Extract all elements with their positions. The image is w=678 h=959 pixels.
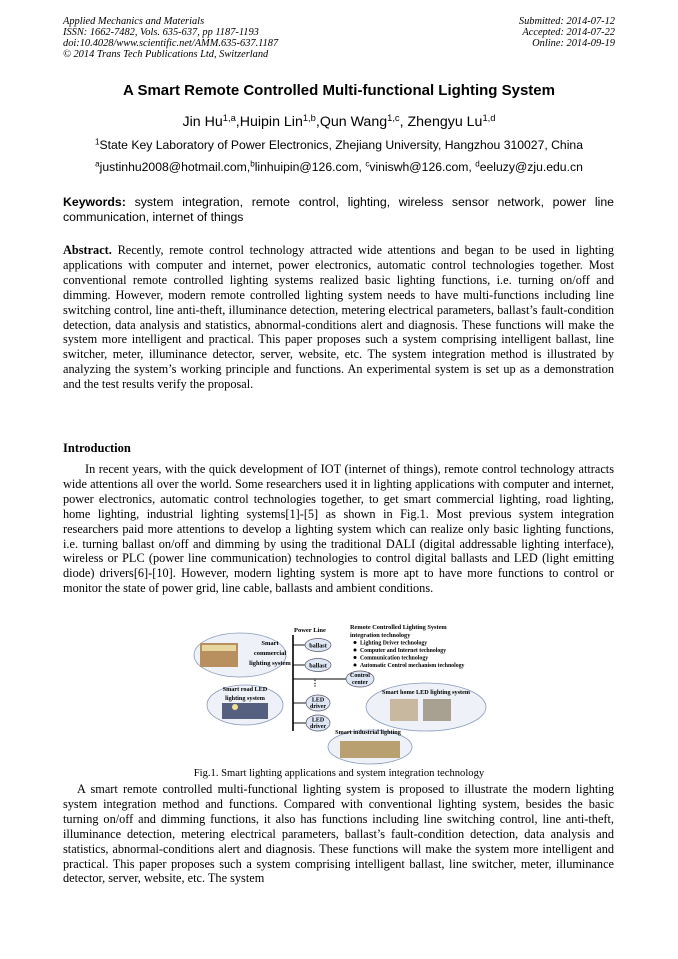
- intro-paragraph-1: In recent years, with the quick development of IOT (internet of things), remote control technology attracts wide attentions all over the world. Some researchers used it in lighting applications with computer and internet, power electronics, automatic control technologies together, to get smart commercial lighting, road lighting, home lighting, industrial lighting systems[1]-[5] as shown in Fig.1. Most previous system integration researchers paid more attentions to develop a lighting system which can realize only basic lighting functions, i.e. turning ballast on/off and dimming by using the traditional DALI (digital addressable lighting interface), wireless or PLC (power line communication) technologies to control digital ballasts and LED (light emitting diode) drivers[6]-[10]. However, modern lighting system is more apt to have more functions to control or monitor the state of power grid, line cable, ballasts and ambient conditions.: [63, 462, 614, 596]
- industrial-label: Smart industrial lighting: [335, 729, 401, 736]
- tech-item: Lighting Driver technology: [360, 640, 428, 647]
- svg-text:Control: Control: [350, 673, 370, 679]
- home-lighting-photo: [390, 699, 418, 721]
- road-label-1: Smart road LED: [222, 686, 268, 693]
- journal-name: Applied Mechanics and Materials: [63, 16, 205, 27]
- intro-paragraph-2: A smart remote controlled multi-functional lighting system is proposed to illustrate the modern lighting system integration method and functions. Compared with conventional lighting system, besides the basic turning on/off and dimming functions, it also has functions including line switching control, line anti-theft, illuminance detection, metering electrical parameters, ballast’s fault-condition detection, data analysis and statistics, abnormal-conditions alert and diagnosis. These functions will make the system more intelligent and practical. This paper proposes such a system comprising intelligent ballast, line switcher, meter, illuminance detector, server, website, etc. The system: [63, 782, 614, 886]
- author-name: Zhengyu Lu: [407, 114, 483, 130]
- svg-text:driver: driver: [310, 724, 326, 730]
- dates-header: [519, 16, 615, 49]
- svg-text:ballast: ballast: [309, 642, 327, 650]
- author-superscript: 1,d: [482, 112, 496, 123]
- section-heading: Introduction: [63, 441, 131, 455]
- tech-item: Computer and Internet technology: [360, 648, 447, 654]
- industrial-lighting-photo: [340, 741, 400, 758]
- commercial-label-1: Smart: [261, 640, 279, 647]
- email-link[interactable]: justinhu2008@hotmail.com,: [99, 160, 251, 174]
- copyright: © 2014 Trans Tech Publications Ltd, Switzerland: [63, 49, 269, 60]
- author-name: Jin Hu: [182, 114, 223, 130]
- tech-item: Automatic Control mechanism technology: [360, 663, 465, 669]
- figure-1: [190, 623, 496, 765]
- road-lighting-photo: [222, 703, 268, 719]
- home-label: Smart home LED lighting system: [382, 689, 470, 696]
- tech-item: Communication technology: [360, 655, 429, 662]
- journal-header: [63, 16, 278, 60]
- author-name: Huipin Lin: [239, 114, 303, 130]
- author-superscript: 1,a: [222, 112, 236, 123]
- commercial-label-3: lighting system: [249, 660, 291, 667]
- keywords-text: system integration, remote control, lighting, wireless sensor network, power line communication, internet of things: [63, 195, 614, 224]
- power-line-label: Power Line: [294, 627, 326, 634]
- online-date: Online: 2014-09-19: [532, 38, 615, 49]
- author-name: Qun Wang: [319, 114, 388, 130]
- email-link[interactable]: viniswh@126.com,: [369, 160, 476, 174]
- submitted-date: Submitted: 2014-07-12: [518, 16, 615, 27]
- tech-title-2: integration technology: [350, 632, 411, 639]
- author-list: Jin Hu$^{1,a}$,Huipin Lin$^{1,b}$,Qun Wang$^{1,c}$, Zhengyu Lu$^{1,d}$: [182, 112, 496, 130]
- figure-caption: Fig.1. Smart lighting applications and system integration technology: [193, 768, 485, 779]
- doi: doi:10.4028/www.scientific.net/AMM.635-637.1187: [63, 38, 279, 49]
- svg-text:LED: LED: [311, 697, 325, 704]
- svg-text:driver: driver: [310, 704, 326, 710]
- abstract: [63, 243, 614, 392]
- road-label-2: lighting system: [225, 695, 265, 702]
- keywords: [63, 195, 614, 225]
- ellipsis: ⋮: [311, 679, 319, 688]
- tech-title-1: Remote Controlled Lighting System: [350, 624, 447, 631]
- issn: ISSN: 1662-7482, Vols. 635-637, pp 1187-1193: [63, 27, 259, 38]
- abstract-label: Abstract.: [63, 243, 112, 257]
- affiliation: $^1$State Key Laboratory of Power Electronics, Zhejiang University, Hangzhou 310027, China: [95, 137, 583, 152]
- svg-text:LED: LED: [311, 717, 325, 724]
- author-superscript: 1,b: [302, 112, 316, 123]
- paper-title: A Smart Remote Controlled Multi-functional Lighting System: [123, 82, 555, 99]
- abstract-text: Recently, remote control technology attracted wide attentions and began to be used in lighting applications with computer and internet, power electronics, automatic control technologies together. Most conventional remote controlled lighting systems realized basic lighting functions, i.e. turning on/off and dimming. However, modern remote controlled lighting system needs to have multi-functions including line switching control, line anti-theft, illuminance detection, metering electrical parameters, ballast’s fault-condition detection, data analysis and statistics, abnormal-conditions alert and diagnosis. These functions will make the system more intelligent and practical. This paper proposes such a system comprising intelligent ballast, line switcher, meter, illuminance detector, server, website, etc. The system integration method is illustrated by analyzing the system’s working principle and functions. An experimental system is set up as a demonstration and the test results verify the proposal.: [63, 243, 615, 392]
- svg-text:center: center: [352, 680, 368, 686]
- author-superscript: 1,c: [387, 112, 400, 123]
- email-link[interactable]: eeluzy@zju.edu.cn: [479, 160, 583, 174]
- keywords-label: Keywords:: [63, 195, 126, 209]
- commercial-label-2: commercial: [253, 650, 287, 657]
- author-emails: $^a$justinhu2008@hotmail.com,$^b$linhuipin@126.com, $^c$viniswh@126.com, $^d$eeluzy@zju.edu.cn: [95, 159, 583, 174]
- svg-text:ballast: ballast: [309, 662, 327, 670]
- email-link[interactable]: linhuipin@126.com,: [254, 160, 366, 174]
- accepted-date: Accepted: 2014-07-22: [522, 27, 615, 38]
